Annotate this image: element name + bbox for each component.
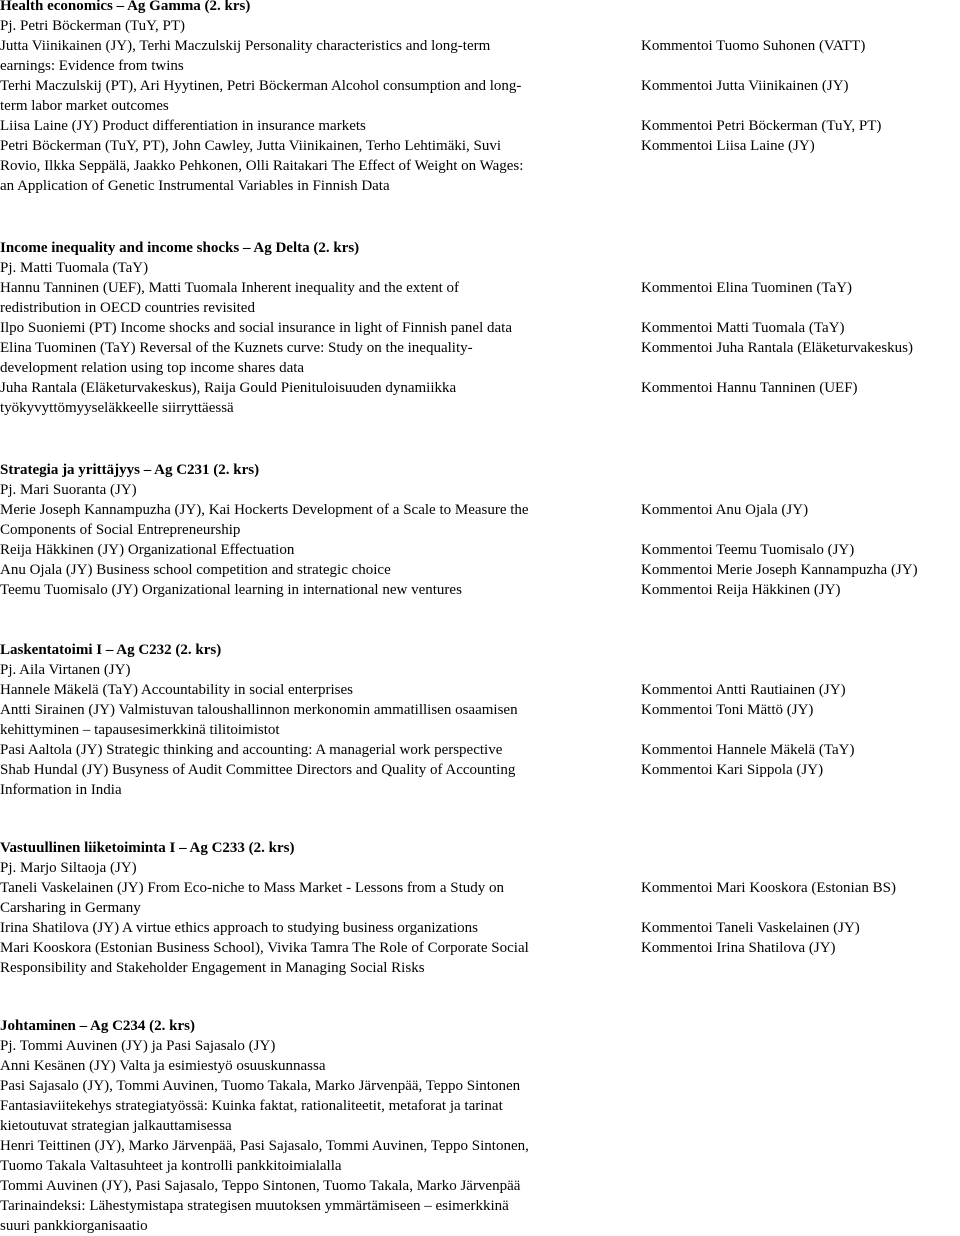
session-chair: Pj. Tommi Auvinen (JY) ja Pasi Sajasalo (JY) bbox=[0, 1038, 276, 1054]
paper-line: Hannu Tanninen (UEF), Matti Tuomala Inherent inequality and the extent of bbox=[0, 280, 459, 296]
session-title: Laskentatoimi I – Ag C232 (2. krs) bbox=[0, 642, 222, 658]
discussant-comment: Kommentoi Liisa Laine (JY) bbox=[641, 138, 815, 154]
paper-line: suuri pankkiorganisaatio bbox=[0, 1218, 148, 1234]
paper-line: Anni Kesänen (JY) Valta ja esimiestyö osuuskunnassa bbox=[0, 1058, 326, 1074]
discussant-comment: Kommentoi Petri Böckerman (TuY, PT) bbox=[641, 118, 882, 134]
paper-line: työkyvyttömyyseläkkeelle siirryttäessä bbox=[0, 400, 234, 416]
paper-line: Pasi Sajasalo (JY), Tommi Auvinen, Tuomo Takala, Marko Järvenpää, Teppo Sintonen bbox=[0, 1078, 521, 1094]
discussant-comment: Kommentoi Antti Rautiainen (JY) bbox=[641, 682, 846, 698]
paper-line: Ilpo Suoniemi (PT) Income shocks and social insurance in light of Finnish panel data bbox=[0, 320, 512, 336]
paper-line: Anu Ojala (JY) Business school competition and strategic choice bbox=[0, 562, 391, 578]
paper-line: Antti Sirainen (JY) Valmistuvan taloushallinnon merkonomin ammatillisen osaamisen bbox=[0, 702, 518, 718]
paper-line: Petri Böckerman (TuY, PT), John Cawley, Jutta Viinikainen, Terho Lehtimäki, Suvi bbox=[0, 138, 502, 154]
paper-line: redistribution in OECD countries revisited bbox=[0, 300, 255, 316]
discussant-comment: Kommentoi Teemu Tuomisalo (JY) bbox=[641, 542, 855, 558]
discussant-comment: Kommentoi Hannu Tanninen (UEF) bbox=[641, 380, 858, 396]
discussant-comment: Kommentoi Anu Ojala (JY) bbox=[641, 502, 809, 518]
discussant-comment: Kommentoi Merie Joseph Kannampuzha (JY) bbox=[641, 562, 918, 578]
discussant-comment: Kommentoi Tuomo Suhonen (VATT) bbox=[641, 38, 866, 54]
session-chair: Pj. Marjo Siltaoja (JY) bbox=[0, 860, 137, 876]
paper-line: Merie Joseph Kannampuzha (JY), Kai Hockerts Development of a Scale to Measure the bbox=[0, 502, 529, 518]
discussant-comment: Kommentoi Toni Mättö (JY) bbox=[641, 702, 814, 718]
paper-line: term labor market outcomes bbox=[0, 98, 169, 114]
paper-line: Terhi Maczulskij (PT), Ari Hyytinen, Petri Böckerman Alcohol consumption and long- bbox=[0, 78, 522, 94]
paper-line: Pasi Aaltola (JY) Strategic thinking and accounting: A managerial work perspective bbox=[0, 742, 503, 758]
discussant-comment: Kommentoi Juha Rantala (Eläketurvakeskus) bbox=[641, 340, 914, 356]
paper-line: Rovio, Ilkka Seppälä, Jaakko Pehkonen, Olli Raitakari The Effect of Weight on Wages: bbox=[0, 158, 524, 174]
session-title: Vastuullinen liiketoiminta I – Ag C233 (2. krs) bbox=[0, 840, 295, 856]
discussant-comment: Kommentoi Irina Shatilova (JY) bbox=[641, 940, 836, 956]
paper-line: Shab Hundal (JY) Busyness of Audit Committee Directors and Quality of Accounting bbox=[0, 762, 516, 778]
paper-line: an Application of Genetic Instrumental Variables in Finnish Data bbox=[0, 178, 390, 194]
paper-line: Tommi Auvinen (JY), Pasi Sajasalo, Teppo Sintonen, Tuomo Takala, Marko Järvenpää bbox=[0, 1178, 521, 1194]
discussant-comment: Kommentoi Reija Häkkinen (JY) bbox=[641, 582, 841, 598]
discussant-comment: Kommentoi Matti Tuomala (TaY) bbox=[641, 320, 845, 336]
paper-line: Teemu Tuomisalo (JY) Organizational learning in international new ventures bbox=[0, 582, 462, 598]
paper-line: Tarinaindeksi: Lähestymistapa strategisen muutoksen ymmärtämiseen – esimerkkinä bbox=[0, 1198, 509, 1214]
paper-line: development relation using top income shares data bbox=[0, 360, 305, 376]
discussant-comment: Kommentoi Hannele Mäkelä (TaY) bbox=[641, 742, 855, 758]
paper-line: Juha Rantala (Eläketurvakeskus), Raija Gould Pienituloisuuden dynamiikka bbox=[0, 380, 457, 396]
session-title: Health economics – Ag Gamma (2. krs) bbox=[0, 0, 251, 14]
session-chair: Pj. Matti Tuomala (TaY) bbox=[0, 260, 149, 276]
session-title: Strategia ja yrittäjyys – Ag C231 (2. krs) bbox=[0, 462, 260, 478]
paper-line: Hannele Mäkelä (TaY) Accountability in social enterprises bbox=[0, 682, 353, 698]
paper-line: kietoutuvat strategian jalkauttamisessa bbox=[0, 1118, 232, 1134]
discussant-comment: Kommentoi Jutta Viinikainen (JY) bbox=[641, 78, 849, 94]
paper-line: Elina Tuominen (TaY) Reversal of the Kuznets curve: Study on the inequality- bbox=[0, 340, 473, 356]
discussant-comment: Kommentoi Taneli Vaskelainen (JY) bbox=[641, 920, 860, 936]
discussant-comment: Kommentoi Kari Sippola (JY) bbox=[641, 762, 824, 778]
paper-line: Components of Social Entrepreneurship bbox=[0, 522, 241, 538]
session-chair: Pj. Petri Böckerman (TuY, PT) bbox=[0, 18, 186, 34]
paper-line: Tuomo Takala Valtasuhteet ja kontrolli pankkitoimialalla bbox=[0, 1158, 342, 1174]
session-title: Johtaminen – Ag C234 (2. krs) bbox=[0, 1018, 196, 1034]
session-title: Income inequality and income shocks – Ag Delta (2. krs) bbox=[0, 240, 360, 256]
paper-line: Liisa Laine (JY) Product differentiation in insurance markets bbox=[0, 118, 366, 134]
discussant-comment: Kommentoi Mari Kooskora (Estonian BS) bbox=[641, 880, 896, 896]
paper-line: Responsibility and Stakeholder Engagement in Managing Social Risks bbox=[0, 960, 425, 976]
paper-line: Henri Teittinen (JY), Marko Järvenpää, Pasi Sajasalo, Tommi Auvinen, Teppo Sintonen, bbox=[0, 1138, 529, 1154]
paper-line: earnings: Evidence from twins bbox=[0, 58, 184, 74]
discussant-comment: Kommentoi Elina Tuominen (TaY) bbox=[641, 280, 853, 296]
paper-line: Jutta Viinikainen (JY), Terhi Maczulskij Personality characteristics and long-term bbox=[0, 38, 491, 54]
session-chair: Pj. Mari Suoranta (JY) bbox=[0, 482, 137, 498]
paper-line: Information in India bbox=[0, 782, 122, 798]
paper-line: Irina Shatilova (JY) A virtue ethics approach to studying business organizations bbox=[0, 920, 478, 936]
paper-line: Fantasiaviitekehys strategiatyössä: Kuinka faktat, rationaliteetit, metaforat ja tarinat bbox=[0, 1098, 503, 1114]
session-chair: Pj. Aila Virtanen (JY) bbox=[0, 662, 131, 678]
paper-line: Taneli Vaskelainen (JY) From Eco-niche to Mass Market - Lessons from a Study on bbox=[0, 880, 504, 896]
paper-line: Reija Häkkinen (JY) Organizational Effectuation bbox=[0, 542, 295, 558]
paper-line: Mari Kooskora (Estonian Business School), Vivika Tamra The Role of Corporate Social bbox=[0, 940, 529, 956]
paper-line: kehittyminen – tapausesimerkkinä tilitoimistot bbox=[0, 722, 280, 738]
paper-line: Carsharing in Germany bbox=[0, 900, 141, 916]
